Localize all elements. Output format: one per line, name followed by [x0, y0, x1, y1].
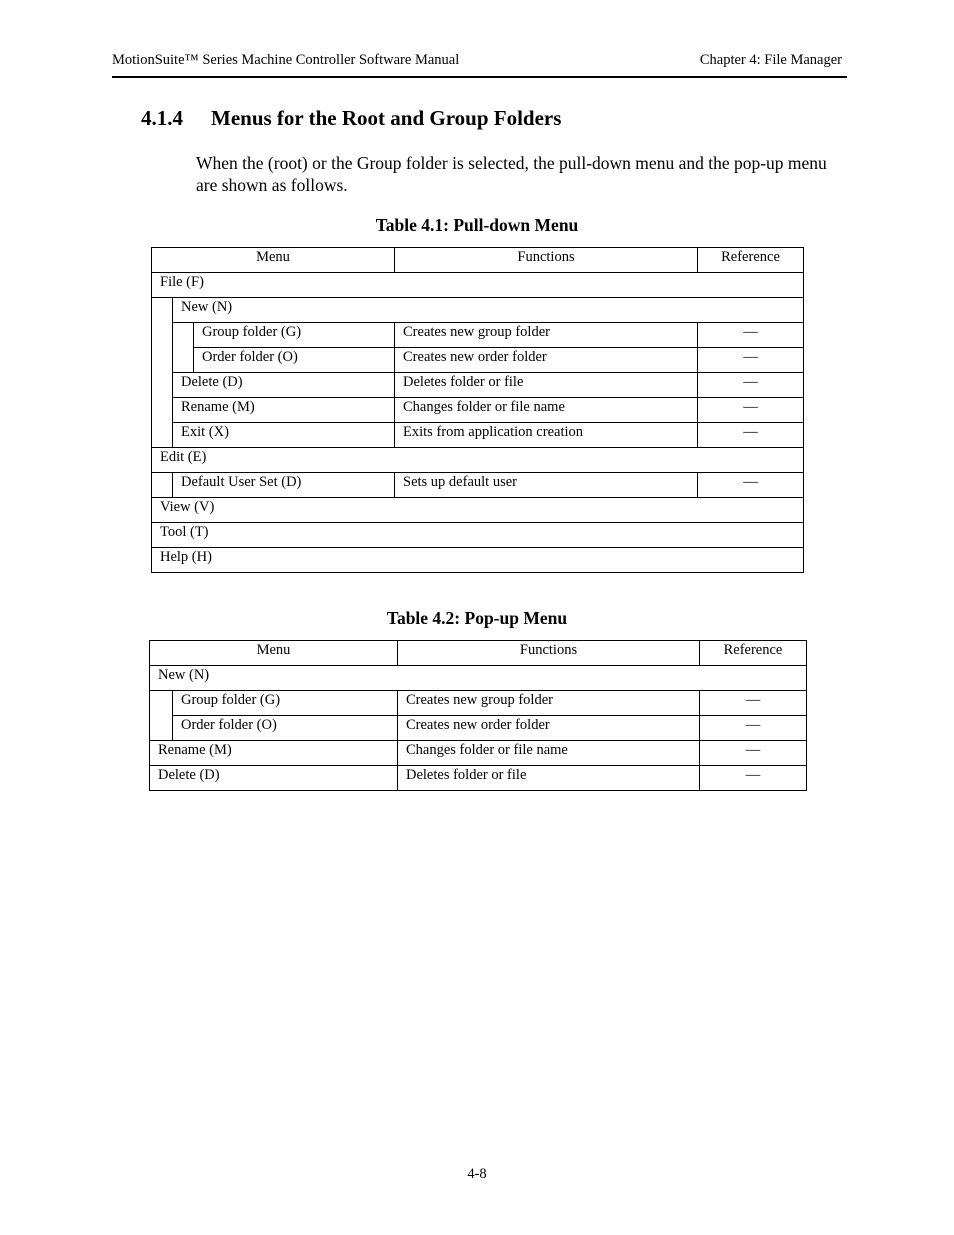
- reference-cell: —: [698, 348, 804, 373]
- table1-caption: Table 4.1: Pull-down Menu: [375, 215, 579, 235]
- table-row: [152, 498, 804, 523]
- table-row: [152, 523, 804, 548]
- table-row: [152, 548, 804, 573]
- menu-item-edit: Edit (E): [152, 448, 804, 473]
- menu-item-exit: Exit (X): [173, 423, 395, 448]
- table-row: [150, 741, 807, 766]
- intro-paragraph: When the (root) or the Group folder is selected, the pull-down menu and the pop-up menu are shown as follows.: [196, 153, 827, 195]
- pulldown-menu-table: [151, 247, 804, 573]
- reference-cell: —: [700, 716, 807, 741]
- function-cell: Exits from application creation: [395, 423, 698, 448]
- menu-item-delete: Delete (D): [173, 373, 395, 398]
- table-row: [152, 448, 804, 473]
- function-cell: Deletes folder or file: [398, 766, 700, 791]
- function-cell: Changes folder or file name: [398, 741, 700, 766]
- menu-item-delete: Delete (D): [150, 766, 398, 791]
- col-header-functions: Functions: [395, 248, 698, 273]
- reference-cell: —: [698, 473, 804, 498]
- function-cell: Deletes folder or file: [395, 373, 698, 398]
- table-row: [152, 273, 804, 298]
- reference-cell: —: [698, 323, 804, 348]
- reference-cell: —: [700, 691, 807, 716]
- table-row: [150, 716, 807, 741]
- header-chapter: Chapter 4: File Manager: [699, 52, 842, 68]
- page-number: 4-8: [467, 1166, 487, 1182]
- col-header-menu: Menu: [150, 641, 398, 666]
- menu-item-order-folder: Order folder (O): [194, 348, 395, 373]
- table-row: [152, 473, 804, 498]
- function-cell: Creates new group folder: [395, 323, 698, 348]
- menu-item-view: View (V): [152, 498, 804, 523]
- table-row: [152, 348, 804, 373]
- reference-cell: —: [700, 766, 807, 791]
- function-cell: Sets up default user: [395, 473, 698, 498]
- header-manual-title: MotionSuite™ Series Machine Controller Software Manual: [112, 52, 460, 68]
- indent-cell: [150, 691, 173, 741]
- table-row: [150, 666, 807, 691]
- function-cell: Creates new order folder: [395, 348, 698, 373]
- menu-item-group-folder: Group folder (G): [194, 323, 395, 348]
- table-row: [152, 323, 804, 348]
- reference-cell: —: [698, 398, 804, 423]
- table-row: [152, 373, 804, 398]
- menu-item-rename: Rename (M): [150, 741, 398, 766]
- table-row: [150, 691, 807, 716]
- col-header-reference: Reference: [698, 248, 804, 273]
- indent-cell: [173, 323, 194, 373]
- menu-item-rename: Rename (M): [173, 398, 395, 423]
- function-cell: Changes folder or file name: [395, 398, 698, 423]
- table-row: [152, 398, 804, 423]
- table-row: [150, 766, 807, 791]
- menu-item-group-folder: Group folder (G): [173, 691, 398, 716]
- menu-item-new: New (N): [150, 666, 807, 691]
- running-header: [112, 52, 847, 78]
- section-number: 4.1.4: [141, 106, 183, 130]
- function-cell: Creates new group folder: [398, 691, 700, 716]
- indent-cell: [152, 473, 173, 498]
- reference-cell: —: [700, 741, 807, 766]
- function-cell: Creates new order folder: [398, 716, 700, 741]
- menu-item-file: File (F): [152, 273, 804, 298]
- table-header-row: [152, 248, 804, 273]
- table-header-row: [150, 641, 807, 666]
- section-title: Menus for the Root and Group Folders: [211, 106, 562, 130]
- indent-cell: [152, 298, 173, 448]
- col-header-menu: Menu: [152, 248, 395, 273]
- menu-item-order-folder: Order folder (O): [173, 716, 398, 741]
- col-header-functions: Functions: [398, 641, 700, 666]
- col-header-reference: Reference: [700, 641, 807, 666]
- table-row: [152, 423, 804, 448]
- table2-caption: Table 4.2: Pop-up Menu: [386, 608, 568, 628]
- reference-cell: —: [698, 373, 804, 398]
- popup-menu-table: [149, 640, 807, 791]
- section-heading: [141, 106, 561, 131]
- reference-cell: —: [698, 423, 804, 448]
- table-row: [152, 298, 804, 323]
- menu-item-default-user-set: Default User Set (D): [173, 473, 395, 498]
- menu-item-help: Help (H): [152, 548, 804, 573]
- menu-item-new: New (N): [173, 298, 804, 323]
- menu-item-tool: Tool (T): [152, 523, 804, 548]
